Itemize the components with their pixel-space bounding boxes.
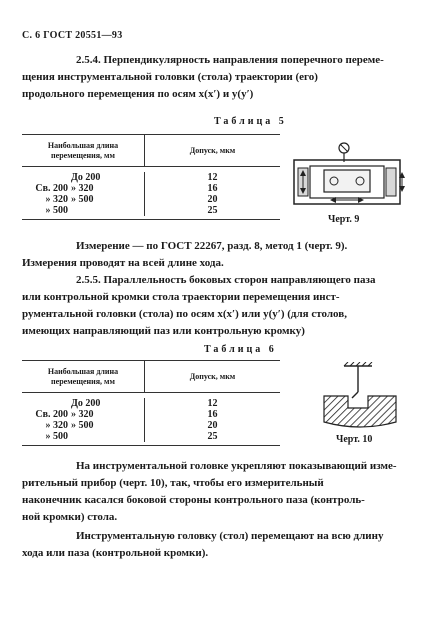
figure-10-caption: Черт. 10	[336, 434, 373, 445]
table-5-caption: Таблица 5	[214, 116, 287, 127]
instrument-line-1: На инструментальной головке укрепляют показывающий измe-	[76, 460, 397, 472]
table-row: » 500	[45, 431, 68, 442]
section-2-5-5-line-1: 2.5.5. Параллельность боковых сторон направляющего паза	[76, 274, 376, 286]
section-2-5-5-line-3: рументальной головки (стола) по осям x(x′) или y(y′) (для столов,	[22, 308, 347, 320]
table-row: » 320 » 500	[45, 420, 94, 431]
table-cell: 12	[207, 172, 218, 183]
section-2-5-5	[22, 272, 408, 340]
table-6-header	[22, 361, 280, 393]
movement-line-2: хода или паза (контрольной кромки).	[22, 547, 209, 559]
table-5	[22, 134, 280, 220]
figure-9-caption: Черт. 9	[328, 214, 360, 225]
table-row: Св. 200 » 320	[35, 409, 94, 420]
figure-10-drawing	[322, 362, 402, 430]
section-2-5-5-line-2: или контрольной кромки стола траектории перемещения инст-	[22, 291, 340, 303]
instrument-line-4: ной кромки) стола.	[22, 511, 118, 523]
section-2-5-4	[22, 52, 408, 103]
table-cell: 20	[207, 194, 218, 205]
section-2-5-5-line-4: имеющих направляющий паз или контрольную кромку)	[22, 325, 305, 337]
table-row: До 200	[71, 398, 101, 409]
table-cell: 16	[207, 409, 218, 420]
table-5-col1-header: Наибольшая длина перемещения, мм	[47, 141, 119, 160]
table-cell: 25	[207, 431, 218, 442]
section-2-5-4-line-2: щения инструментальной головки (стола) траектории (его)	[22, 71, 318, 83]
section-2-5-4-line-1: 2.5.4. Перпендикулярность направления поперечного переме-	[76, 54, 384, 66]
table-cell: 16	[207, 183, 218, 194]
measurement-line-2: Измерения проводят на всей длине хода.	[22, 257, 224, 269]
table-row: » 500	[45, 205, 68, 216]
table-5-col2-header: Допуск, мкм	[144, 135, 280, 166]
instrument-line-2: рительный прибор (черт. 10), так, чтобы его измерительный	[22, 477, 324, 489]
table-6-col2-header: Допуск, мкм	[144, 361, 280, 392]
table-5-body	[22, 167, 280, 219]
table-row: До 200	[71, 172, 101, 183]
table-6-col1-header: Наибольшая длина перемещения, мм	[47, 367, 119, 386]
measurement-text	[22, 238, 408, 272]
table-cell: 20	[207, 420, 218, 431]
section-2-5-4-line-3: продольного перемещения по осям x(x′) и y(y′)	[22, 88, 254, 100]
movement-text	[22, 528, 408, 562]
table-cell: 25	[207, 205, 218, 216]
table-5-header	[22, 135, 280, 167]
page-header: С. 6 ГОСТ 20551—93	[22, 30, 123, 41]
table-6-caption: Таблица 6	[204, 344, 277, 355]
instrument-line-3: наконечник касался боковой стороны контрольного паза (контроль-	[22, 494, 365, 506]
table-6	[22, 360, 280, 446]
table-row: » 320 » 500	[45, 194, 94, 205]
movement-line-1: Инструментальную головку (стол) перемещают на всю длину	[76, 530, 384, 542]
instrument-text	[22, 458, 408, 526]
figure-9-drawing	[290, 140, 408, 212]
table-cell: 12	[207, 398, 218, 409]
table-row: Св. 200 » 320	[35, 183, 94, 194]
table-6-body	[22, 393, 280, 445]
measurement-line-1: Измерение — по ГОСТ 22267, разд. 8, метод 1 (черт. 9).	[76, 240, 348, 252]
